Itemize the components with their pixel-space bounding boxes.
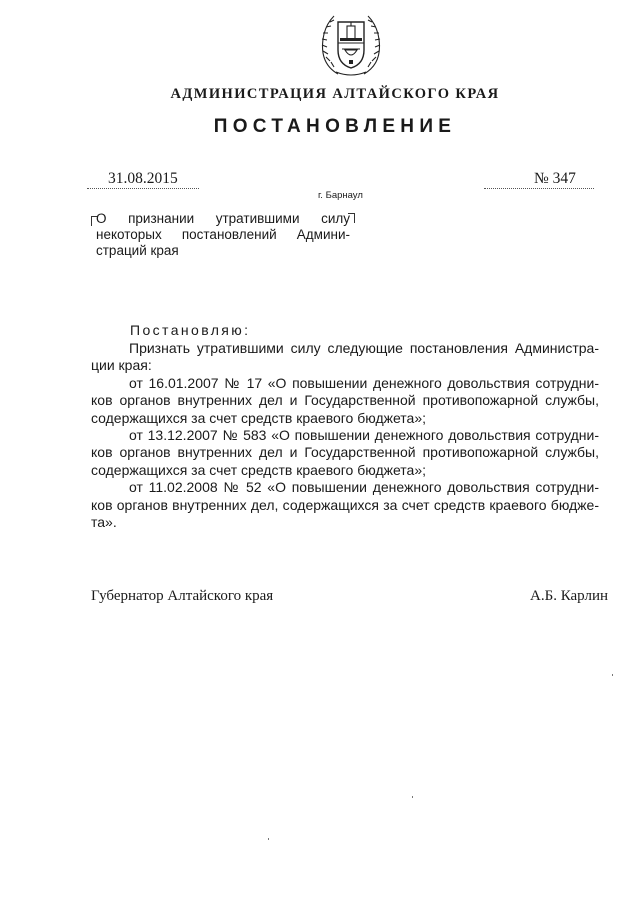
resolve-heading: Постановляю: <box>130 322 251 338</box>
body-line: содержащихся за счет средств краевого бюджета»; <box>91 409 427 426</box>
body-line: от 11.02.2008 № 52 «О повышении денежного довольствия сотрудни- <box>129 479 599 496</box>
body-line: ков органов внутренних дел, содержащихся за счет средств краевого бюдже- <box>91 496 599 513</box>
body-line: содержащихся за счет средств краевого бюджета»; <box>91 461 427 478</box>
body-line: ков органов внутренних дел и Государственной противопожарной службы, <box>91 444 599 461</box>
coat-of-arms-icon <box>316 12 386 78</box>
body-line: та». <box>91 514 117 531</box>
signatory-position: Губернатор Алтайского края <box>91 588 274 604</box>
body-line: ции края: <box>91 357 152 374</box>
body-line: ков органов внутренних дел и Государственной противопожарной службы, <box>91 392 599 409</box>
scan-speck <box>268 838 269 840</box>
issue-city: г. Барнаул <box>318 190 363 201</box>
body-line: Признать утратившими силу следующие постановления Администра- <box>129 340 599 356</box>
body-line: от 13.12.2007 № 583 «О повышении денежного довольствия сотрудни- <box>129 427 599 444</box>
administration-title: АДМИНИСТРАЦИЯ АЛТАЙСКОГО КРАЯ <box>170 86 500 102</box>
document-body <box>91 340 599 531</box>
body-line: от 16.01.2007 № 17 «О повышении денежного довольствия сотрудни- <box>129 374 599 391</box>
document-number: № 347 <box>534 170 576 187</box>
signatory-name: А.Б. Карлин <box>530 588 609 604</box>
subject-line: некоторых постановлений Админи- <box>96 227 350 242</box>
scan-speck <box>612 674 613 676</box>
subject-line: О признании утратившими силу <box>96 211 350 226</box>
document-date: 31.08.2015 <box>108 170 178 187</box>
document-subject <box>96 211 350 259</box>
scan-speck <box>412 796 413 798</box>
document-type-title: ПОСТАНОВЛЕНИЕ <box>213 116 457 137</box>
subject-line: страций края <box>96 243 179 258</box>
